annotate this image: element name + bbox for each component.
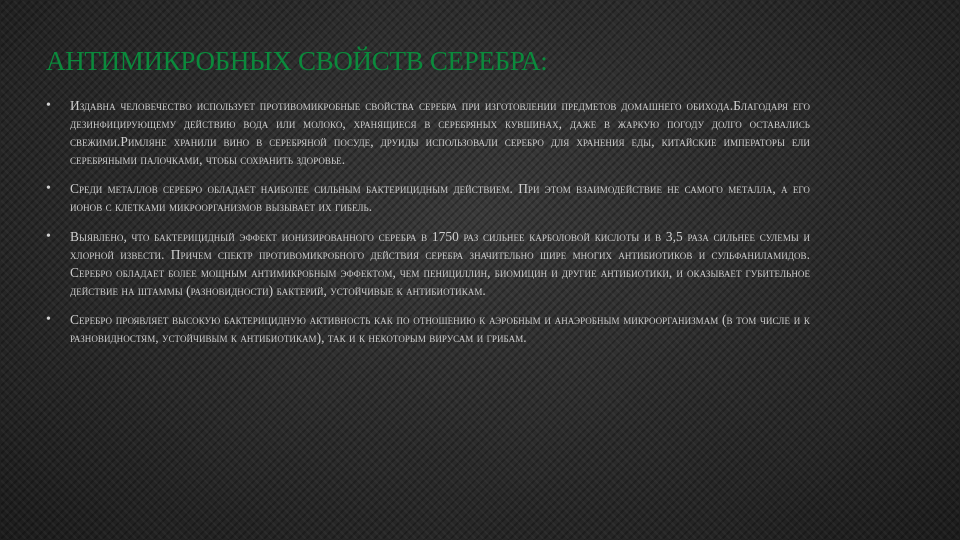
bullet-item <box>46 228 810 300</box>
bullet-text: Выявлено, что бактерицидный эффект ионизированного серебра в 1750 раз сильнее карболовой кислоты и в 3,5 раза сильнее сулемы и хлорной извести. Причем спектр противомикробного действия серебра значительно шире многих антибиотиков и сульфаниламидов. Серебро обладает более мощным антимикробным эффектом, чем пенициллин, биомицин и другие антибиотики, и оказывает губительное действие на штаммы (разновидности) бактерий, устойчивые к антибиотикам. <box>70 228 810 298</box>
bullet-marker: • <box>46 311 51 327</box>
bullet-text: Серебро проявляет высокую бактерицидную активность как по отношению к аэробным и анаэробным микроорганизмам (в том числе и к разновидностям, устойчивым к антибиотикам), так и к некоторым вирусам и грибам. <box>70 311 810 346</box>
bullet-item <box>46 311 810 347</box>
bullet-item <box>46 97 810 169</box>
bullet-marker: • <box>46 228 51 244</box>
bullet-item <box>46 180 810 216</box>
slide-title: АНТИМИКРОБНЫХ СВОЙСТВ СЕРЕБРА: <box>46 46 548 76</box>
bullet-text: Издавна человечество использует противомикробные свойства серебра при изготовлении предметов домашнего обихода.Благодаря его дезинфицирующему действию вода или молоко, хранящиеся в серебряных кувшинах, даже в жаркую погоду долго оставались свежими.Римляне хранили вино в серебряной посуде, друиды использовали серебро для хранения еды, китайские императоры ели серебряными палочками, чтобы сохранить здоровье. <box>70 98 810 168</box>
bullet-text: Среди металлов серебро обладает наиболее сильным бактерицидным действием. При этом взаимодействие не самого металла, а его ионов с клетками микроорганизмов вызывает их гибель. <box>70 181 810 215</box>
bullet-list <box>46 97 810 358</box>
bullet-marker: • <box>46 98 51 113</box>
bullet-marker: • <box>46 181 51 197</box>
